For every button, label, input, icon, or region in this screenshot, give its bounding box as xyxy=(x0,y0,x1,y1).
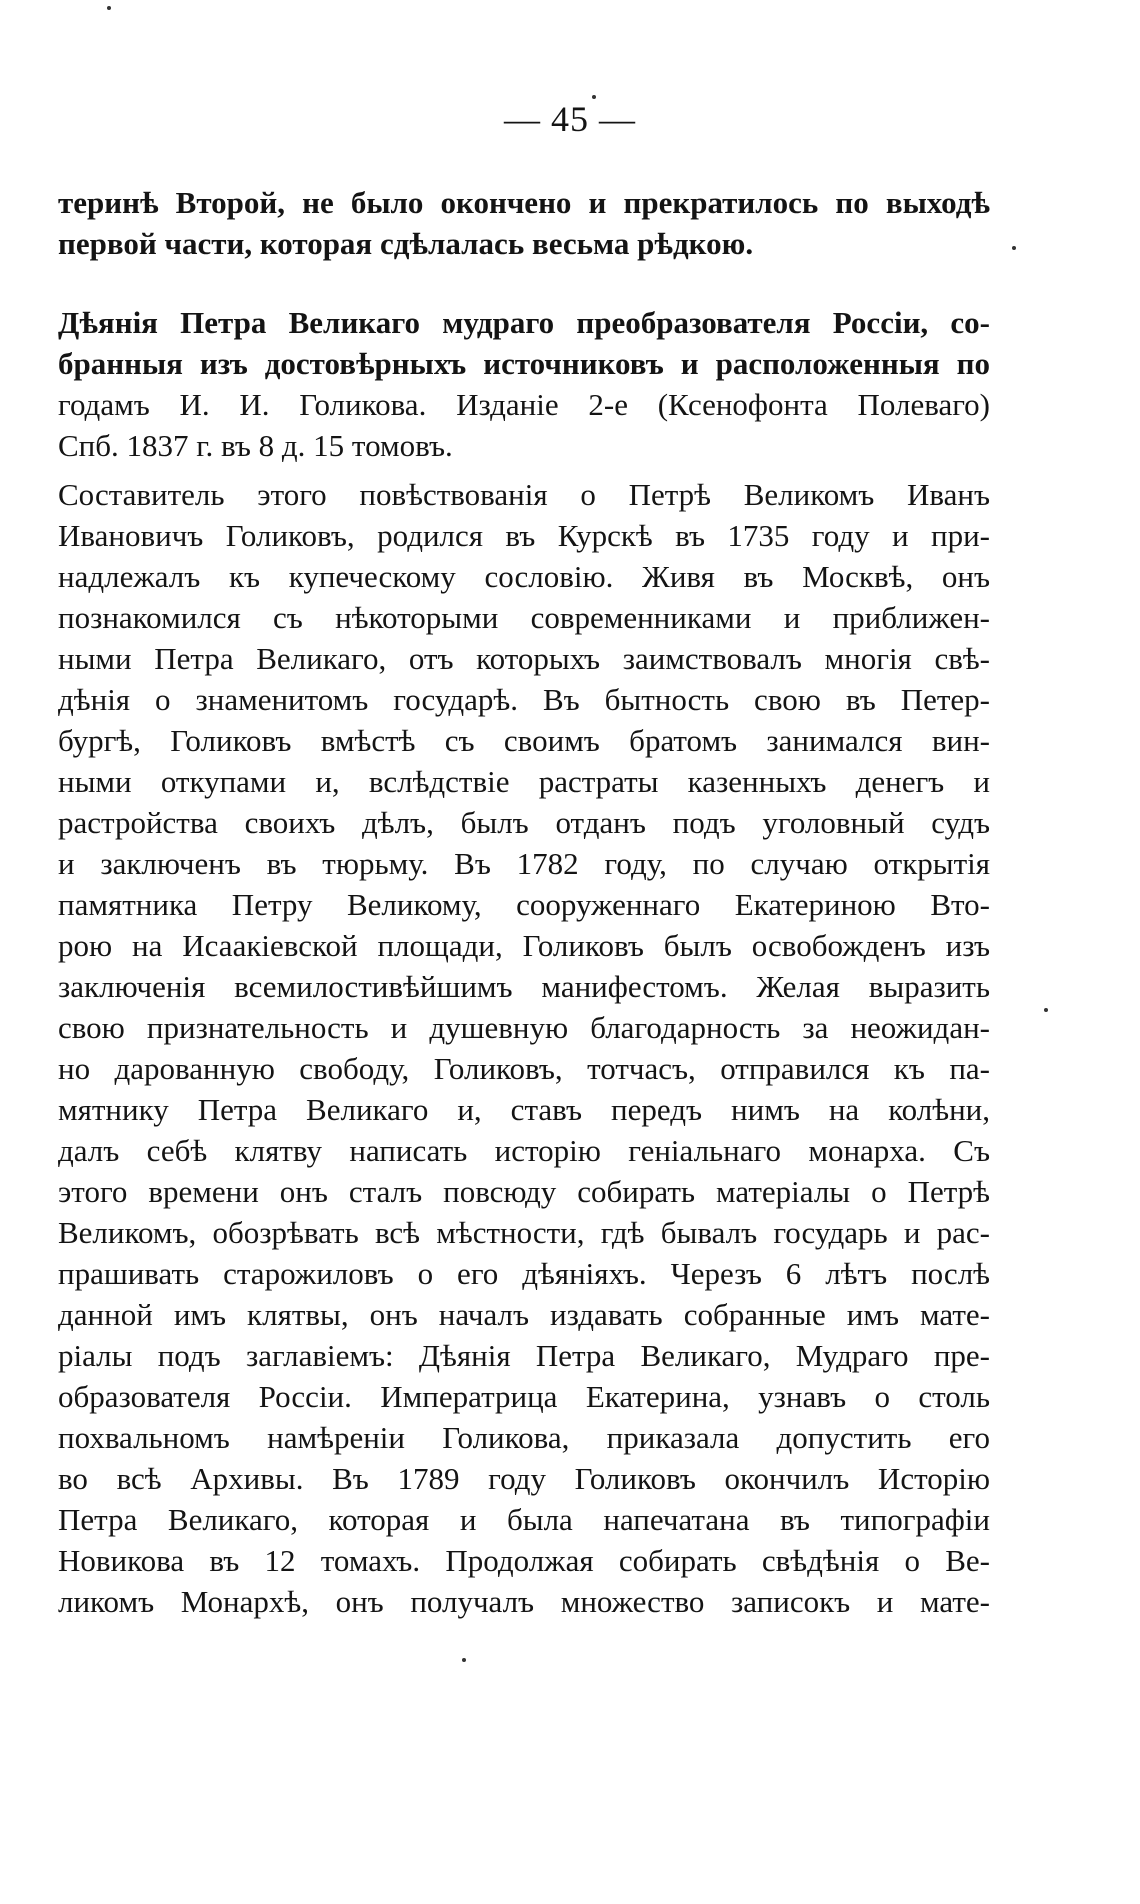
text-line: Составитель этого повѣствованія о Петрѣ Великомъ Иванъ xyxy=(58,477,990,512)
text-line: прашивать старожиловъ о его дѣяніяхъ. Черезъ 6 лѣтъ послѣ xyxy=(58,1256,990,1291)
text-line: Ивановичъ Голиковъ, родился въ Курскѣ въ 1735 году и при- xyxy=(58,518,990,553)
scan-speck xyxy=(592,95,596,99)
page-number: — 45 — xyxy=(504,99,636,139)
text-line: годамъ И. И. Голикова. Изданіе 2-е (Ксенофонта Полеваго) xyxy=(58,387,990,422)
text-line: данной имъ клятвы, онъ началъ издавать собранные имъ мате- xyxy=(58,1297,990,1332)
scan-speck xyxy=(107,6,111,10)
text-line: познакомился съ нѣкоторыми современниками и приближен- xyxy=(58,600,990,635)
text-line: но дарованную свободу, Голиковъ, тотчасъ, отправился къ па- xyxy=(58,1051,990,1086)
biography-paragraph xyxy=(58,474,990,1622)
text-line: бранныя изъ достовѣрныхъ источниковъ и расположенныя по xyxy=(58,346,990,381)
text-line: Петра Великаго, которая и была напечатана въ типографіи xyxy=(58,1502,990,1537)
text-line: надлежалъ къ купеческому сословію. Живя въ Москвѣ, онъ xyxy=(58,559,990,594)
text-line: Великомъ, обозрѣвать всѣ мѣстности, гдѣ бывалъ государь и рас- xyxy=(58,1215,990,1250)
bibliography-entry xyxy=(58,302,990,466)
text-line: ликомъ Монархѣ, онъ получалъ множество записокъ и мате- xyxy=(58,1584,990,1619)
text-line: дѣнія о знаменитомъ государѣ. Въ бытность свою въ Петер- xyxy=(58,682,990,717)
text-line: Новикова въ 12 томахъ. Продолжая собирать свѣдѣнія о Ве- xyxy=(58,1543,990,1578)
text-line: памятника Петру Великому, сооруженнаго Екатериною Вто- xyxy=(58,887,990,922)
text-line: бургѣ, Голиковъ вмѣстѣ съ своимъ братомъ занимался вин- xyxy=(58,723,990,758)
text-line: ріалы подъ заглавіемъ: Дѣянія Петра Великаго, Мудраго пре- xyxy=(58,1338,990,1373)
text-line: первой части, которая сдѣлалась весьма рѣдкою. xyxy=(58,226,754,261)
text-line: ными откупами и, вслѣдствіе растраты казенныхъ денегъ и xyxy=(58,764,990,799)
text-line: образователя Россіи. Императрица Екатерина, узнавъ о столь xyxy=(58,1379,990,1414)
text-line: похвальномъ намѣреніи Голикова, приказала допустить его xyxy=(58,1420,990,1455)
text-line: и заключенъ въ тюрьму. Въ 1782 году, по случаю открытія xyxy=(58,846,990,881)
text-line: растройства своихъ дѣлъ, былъ отданъ подъ уголовный судъ xyxy=(58,805,990,840)
scan-speck xyxy=(1012,246,1016,250)
scan-speck xyxy=(1044,1008,1048,1012)
text-line: рою на Исаакіевской площади, Голиковъ былъ освобожденъ изъ xyxy=(58,928,990,963)
text-line: Спб. 1837 г. въ 8 д. 15 томовъ. xyxy=(58,428,453,463)
scan-speck xyxy=(462,1658,466,1662)
text-line: далъ себѣ клятву написать исторію геніальнаго монарха. Съ xyxy=(58,1133,990,1168)
paragraph-continuation xyxy=(58,182,990,264)
text-line: этого времени онъ сталъ повсюду собирать матеріалы о Петрѣ xyxy=(58,1174,990,1209)
text-line: во всѣ Архивы. Въ 1789 году Голиковъ окончилъ Исторію xyxy=(58,1461,990,1496)
text-line: ными Петра Великаго, отъ которыхъ заимствовалъ многія свѣ- xyxy=(58,641,990,676)
text-line: свою признательность и душевную благодарность за неожидан- xyxy=(58,1010,990,1045)
text-line: Дѣянія Петра Великаго мудраго преобразователя Россіи, со- xyxy=(58,305,990,340)
text-line: мятнику Петра Великаго и, ставъ передъ нимъ на колѣни, xyxy=(58,1092,990,1127)
text-line: заключенія всемилостивѣйшимъ манифестомъ. Желая выразить xyxy=(58,969,990,1004)
text-line: теринѣ Второй, не было окончено и прекратилось по выходѣ xyxy=(58,185,990,220)
